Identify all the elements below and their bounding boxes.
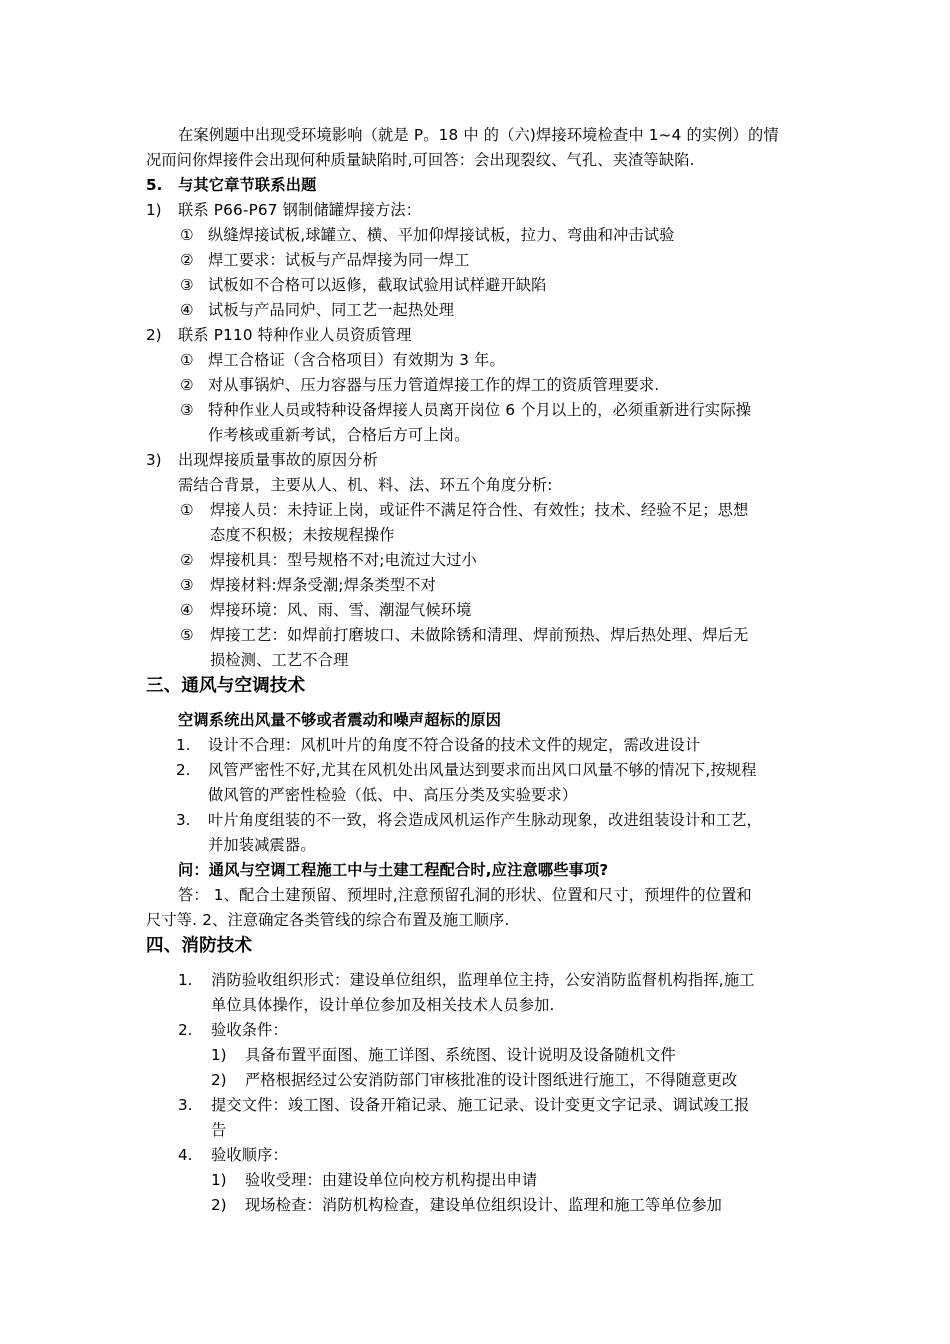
circled-marker: ③	[180, 276, 194, 294]
item-text: 验收顺序：	[211, 1146, 288, 1164]
item-text-cont: 做风管的严密性检验（低、中、高压分类及实验要求）	[208, 786, 578, 804]
item-number: 2.	[178, 1021, 193, 1039]
circled-marker: ④	[180, 301, 194, 319]
subheading: 空调系统出风量不够或者震动和噪声超标的原因	[178, 711, 502, 729]
sub-item-text-cont: 作考核或重新考试，合格后方可上岗。	[208, 426, 470, 444]
section-heading: 三、通风与空调技术	[146, 676, 306, 696]
intro-line-1: 在案例题中出现受环境影响（就是 P。18 中 的（六)焊接环境检查中 1~4 的实例）的情	[178, 126, 779, 144]
sub-item-text: 严格根据经过公安消防部门审核批准的设计图纸进行施工，不得随意更改	[245, 1071, 738, 1089]
item-note: 需结合背景，主要从人、机、料、法、环五个角度分析:	[178, 476, 553, 494]
sub-item-number: 1)	[211, 1046, 227, 1064]
sub-item-text: 焊接环境：风、雨、雪、潮湿气候环境	[210, 601, 472, 619]
item-text: 提交文件：竣工图、设备开箱记录、施工记录、设计变更文字记录、调试竣工报	[211, 1096, 750, 1114]
item-text: 验收条件：	[211, 1021, 288, 1039]
sub-item-text: 焊接机具：型号规格不对;电流过大过小	[210, 551, 477, 569]
item-text-cont: 单位具体操作，设计单位参加及相关技术人员参加.	[211, 996, 555, 1014]
sub-item-number: 2)	[211, 1071, 227, 1089]
circled-marker: ①	[180, 351, 194, 369]
item-text: 联系 P66-P67 钢制储罐焊接方法：	[178, 201, 422, 219]
circled-marker: ②	[180, 376, 194, 394]
item-text: 设计不合理：风机叶片的角度不符合设备的技术文件的规定，需改进设计	[208, 736, 701, 754]
item-number: 1.	[176, 736, 191, 754]
sub-item-text: 焊接材料:焊条受潮;焊条类型不对	[210, 576, 437, 594]
sub-item-text: 焊接工艺：如焊前打磨坡口、未做除锈和清理、焊前预热、焊后热处理、焊后无	[210, 626, 749, 644]
intro-line-2: 况而问你焊接件会出现何种质量缺陷时,可回答：会出现裂纹、气孔、夹渣等缺陷.	[146, 151, 695, 169]
circled-marker: ③	[180, 576, 194, 594]
answer-line-1: 答： 1、配合土建预留、预埋时,注意预留孔洞的形状、位置和尺寸，预埋件的位置和	[178, 886, 752, 904]
item-text-cont: 并加装减震器。	[208, 836, 316, 854]
item-text-cont: 告	[211, 1121, 227, 1139]
section-title: 与其它章节联系出题	[178, 176, 317, 194]
sub-item-text: 试板与产品同炉、同工艺一起热处理	[208, 301, 455, 319]
item-number: 1)	[146, 201, 162, 219]
section-heading: 四、消防技术	[146, 936, 253, 956]
sub-item-text: 现场检查：消防机构检查，建设单位组织设计、监理和施工等单位参加	[245, 1196, 723, 1214]
sub-item-text: 纵缝焊接试板,球罐立、横、平加仰焊接试板，拉力、弯曲和冲击试验	[208, 226, 675, 244]
section-number: 5.	[146, 176, 163, 194]
answer-line-2: 尺寸等. 2、注意确定各类管线的综合布置及施工顺序.	[146, 911, 510, 929]
sub-item-text: 具备布置平面图、施工详图、系统图、设计说明及设备随机文件	[245, 1046, 676, 1064]
item-number: 4.	[178, 1146, 193, 1164]
item-number: 3.	[178, 1096, 193, 1114]
sub-item-text: 试板如不合格可以返修，截取试验用试样避开缺陷	[208, 276, 547, 294]
sub-item-text-cont: 损检测、工艺不合理	[210, 651, 349, 669]
sub-item-text: 焊工要求：试板与产品焊接为同一焊工	[208, 251, 470, 269]
item-text: 出现焊接质量事故的原因分析	[178, 451, 379, 469]
circled-marker: ①	[180, 226, 194, 244]
item-text: 风管严密性不好,尤其在风机处出风量达到要求而出风口风量不够的情况下,按规程	[208, 761, 757, 779]
sub-item-number: 2)	[211, 1196, 227, 1214]
item-number: 2)	[146, 326, 162, 344]
item-number: 3)	[146, 451, 162, 469]
question: 问：通风与空调工程施工中与土建工程配合时,应注意哪些事项?	[178, 861, 609, 879]
sub-item-text: 焊工合格证（含合格项目）有效期为 3 年。	[208, 351, 505, 369]
item-text: 消防验收组织形式：建设单位组织，监理单位主持，公安消防监督机构指挥,施工	[211, 971, 755, 989]
sub-item-text: 特种作业人员或特种设备焊接人员离开岗位 6 个月以上的，必须重新进行实际操	[208, 401, 752, 419]
item-number: 2.	[176, 761, 191, 779]
item-text: 联系 P110 特种作业人员资质管理	[178, 326, 412, 344]
circled-marker: ⑤	[180, 626, 194, 644]
sub-item-text: 焊接人员：未持证上岗，或证件不满足符合性、有效性；技术、经验不足；思想	[210, 501, 749, 519]
sub-item-text: 对从事锅炉、压力容器与压力管道焊接工作的焊工的资质管理要求.	[208, 376, 660, 394]
circled-marker: ②	[180, 551, 194, 569]
sub-item-text: 验收受理：由建设单位向校方机构提出申请	[245, 1171, 538, 1189]
circled-marker: ①	[180, 501, 194, 519]
circled-marker: ④	[180, 601, 194, 619]
circled-marker: ②	[180, 251, 194, 269]
sub-item-number: 1)	[211, 1171, 227, 1189]
item-number: 3.	[176, 811, 191, 829]
circled-marker: ③	[180, 401, 194, 419]
item-number: 1.	[178, 971, 193, 989]
item-text: 叶片角度组装的不一致，将会造成风机运作产生脉动现象，改进组装设计和工艺，	[208, 811, 762, 829]
sub-item-text-cont: 态度不积极；未按规程操作	[210, 526, 395, 544]
